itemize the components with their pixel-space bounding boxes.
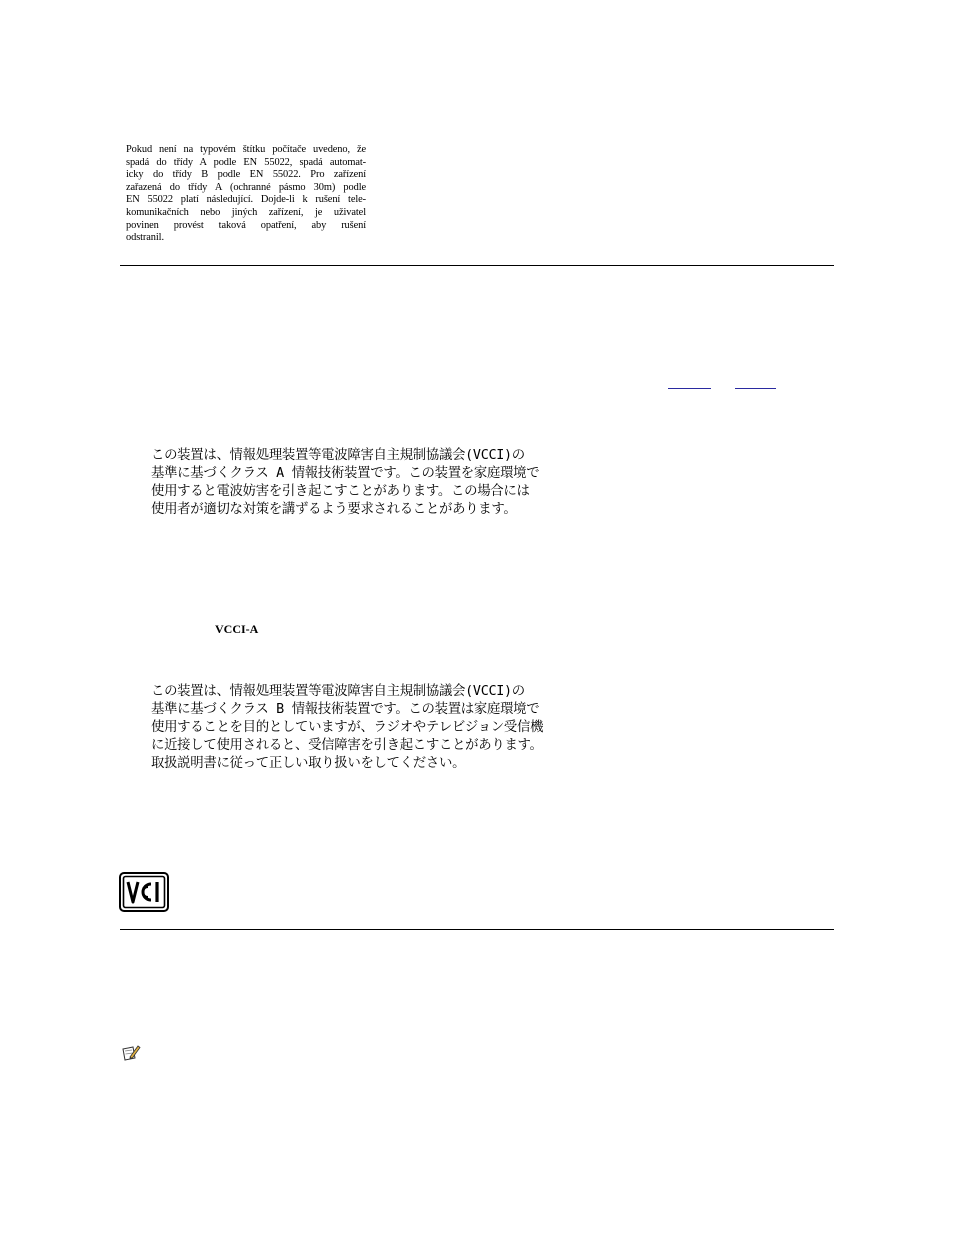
czech-notice-line: zařazená do třídy A (ochranné pásmo 30m) podle bbox=[126, 181, 366, 193]
czech-notice-line: EN 55022 platí následující. Dojde-li k rušení tele- bbox=[126, 194, 366, 206]
vcci-a-line: この装置は、情報処理装置等電波障害自主規制協議会(VCCI)の bbox=[151, 448, 525, 463]
note-pencil-icon bbox=[121, 1043, 141, 1063]
czech-notice-line: odstranil. bbox=[126, 232, 164, 244]
vcci-class-b-notice bbox=[151, 683, 543, 773]
link-underline-1[interactable] bbox=[668, 388, 711, 389]
vcci-b-line: 基準に基づくクラス B 情報技術装置です。この装置は家庭環境で bbox=[151, 702, 540, 717]
link-underline-2[interactable] bbox=[735, 388, 776, 389]
czech-notice-line: povinen provést taková opatření, aby rušení bbox=[126, 219, 366, 231]
vcci-logo-icon bbox=[119, 872, 169, 912]
vcci-a-line: 基準に基づくクラス A 情報技術装置です。この装置を家庭環境で bbox=[151, 466, 540, 481]
czech-notice-line: icky do třídy B podle EN 55022. Pro zařízení bbox=[126, 169, 366, 181]
section-divider bbox=[120, 929, 834, 930]
vcci-class-a-notice bbox=[151, 447, 539, 519]
vcci-a-line: 使用すると電波妨害を引き起こすことがあります。この場合には bbox=[151, 484, 530, 499]
vcci-b-line: 取扱説明書に従って正しい取り扱いをしてください。 bbox=[151, 756, 466, 771]
vcci-a-label: VCCI-A bbox=[215, 622, 259, 636]
czech-notice-line: Pokud není na typovém štítku počítače uvedeno, že bbox=[126, 144, 366, 155]
vcci-b-line: この装置は、情報処理装置等電波障害自主規制協議会(VCCI)の bbox=[151, 684, 525, 699]
vcci-a-line: 使用者が適切な対策を講ずるよう要求されることがあります。 bbox=[151, 502, 517, 517]
czech-emc-notice bbox=[126, 144, 366, 245]
section-divider bbox=[120, 265, 834, 266]
vcci-b-line: 使用することを目的としていますが、ラジオやテレビジョン受信機 bbox=[151, 720, 544, 735]
czech-notice-line: spadá do třídy A podle EN 55022, spadá automat- bbox=[126, 156, 366, 168]
vcci-b-line: に近接して使用されると、受信障害を引き起こすことがあります。 bbox=[151, 738, 543, 753]
czech-notice-line: komunikačních nebo jiných zařízení, je uživatel bbox=[126, 206, 366, 218]
